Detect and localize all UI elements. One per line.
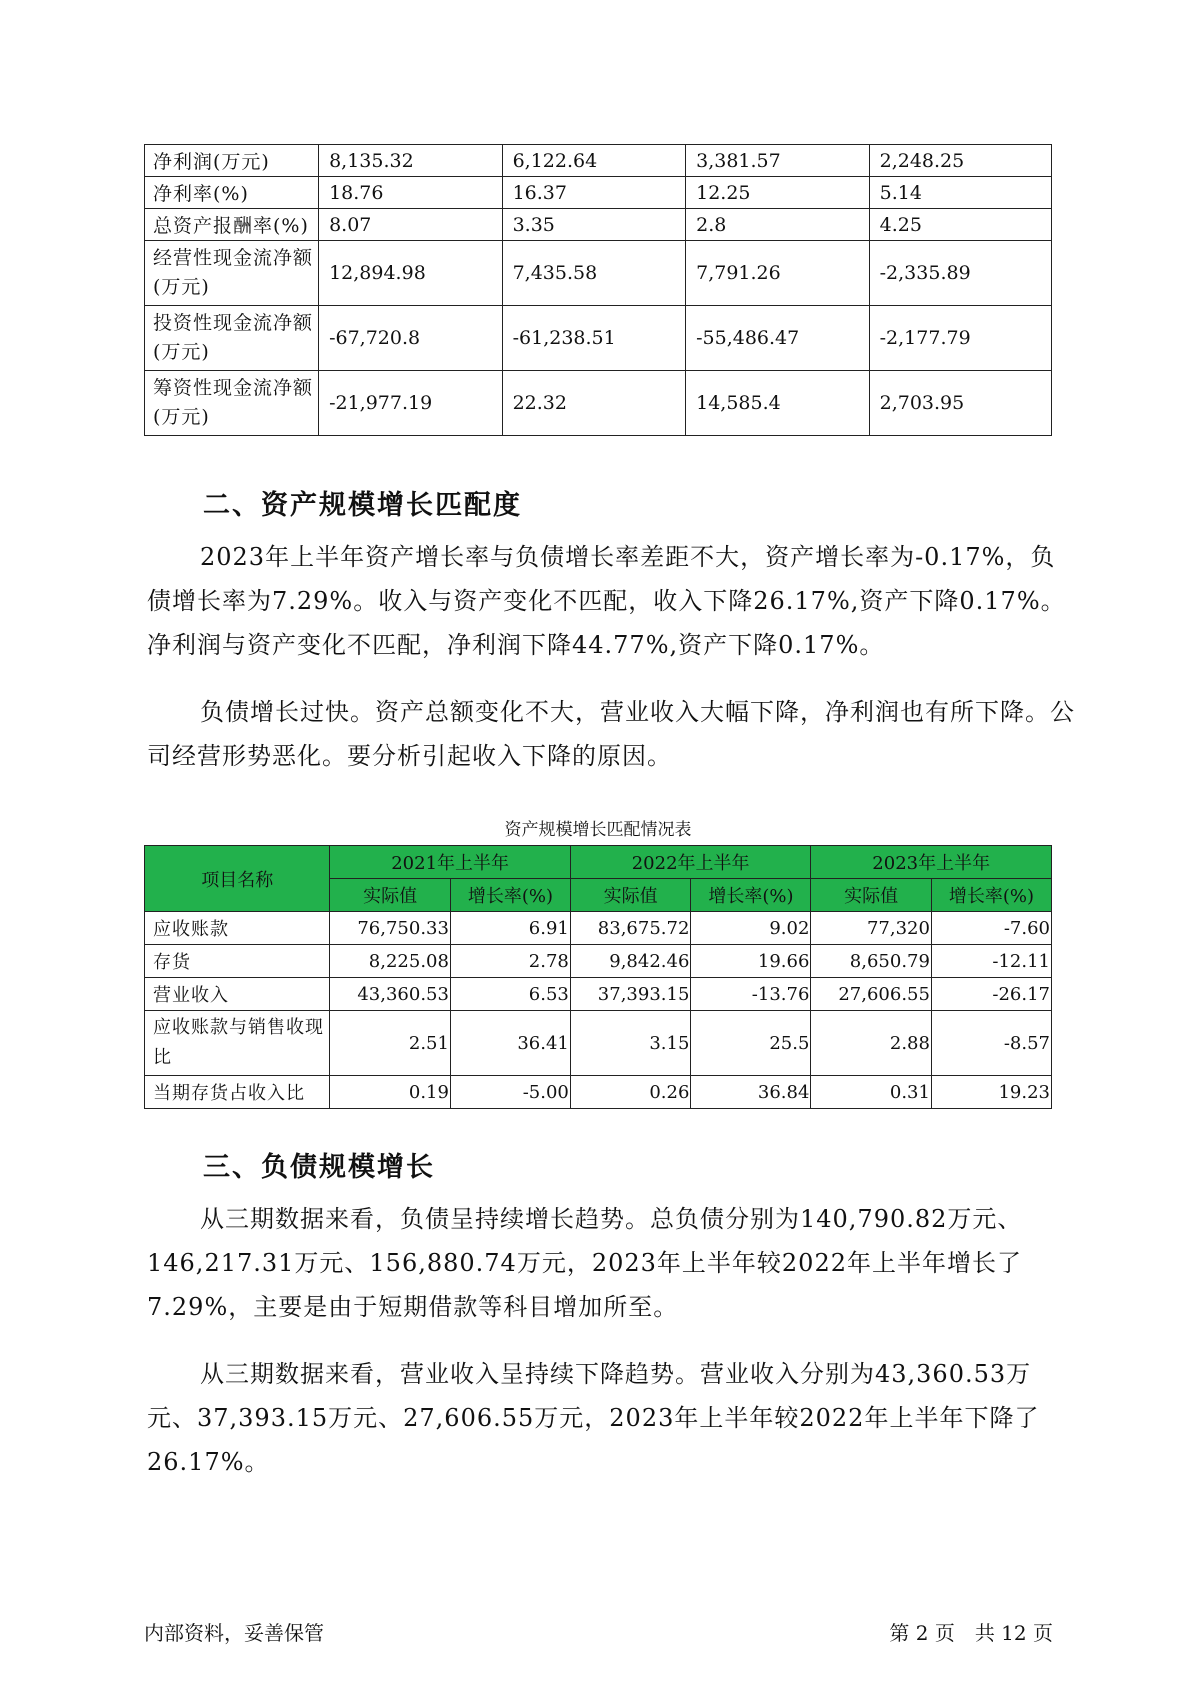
table-row	[145, 978, 1052, 1011]
cell-value: 0.19	[330, 1076, 451, 1109]
cell-value: -13.76	[691, 978, 811, 1011]
cell-value: 2,248.25	[869, 145, 1051, 177]
cell-value: 3.15	[570, 1011, 691, 1076]
cell-value: 22.32	[502, 371, 686, 436]
cell-value: 12.25	[686, 177, 870, 209]
body-paragraph: 2023年上半年资产增长率与负债增长率差距不大，资产增长率为-0.17%，负债增长率为7.29%。收入与资产变化不匹配，收入下降26.17%,资产下降0.17%。净利润与资产变化不匹配，净利润下降44.77%,资产下降0.17%。	[147, 543, 1066, 659]
cell-value: -12.11	[931, 945, 1051, 978]
cell-value: 76,750.33	[330, 912, 451, 945]
row-label: 筹资性现金流净额(万元)	[145, 371, 319, 436]
cell-value: 0.31	[811, 1076, 932, 1109]
cell-value: 12,894.98	[319, 241, 503, 306]
cell-value: 3,381.57	[686, 145, 870, 177]
cell-value: 2.51	[330, 1011, 451, 1076]
cell-value: -26.17	[931, 978, 1051, 1011]
table-row	[145, 1076, 1052, 1109]
body-paragraph: 负债增长过快。资产总额变化不大，营业收入大幅下降，净利润也有所下降。公司经营形势恶化。要分析引起收入下降的原因。	[147, 698, 1075, 770]
cell-value: 7,435.58	[502, 241, 686, 306]
cell-value: 0.26	[570, 1076, 691, 1109]
column-header-growth: 增长率(%)	[691, 879, 811, 912]
column-header-actual: 实际值	[811, 879, 932, 912]
cell-value: 25.5	[691, 1011, 811, 1076]
cell-value: 7,791.26	[686, 241, 870, 306]
cell-value: -2,177.79	[869, 306, 1051, 371]
cell-value: 37,393.15	[570, 978, 691, 1011]
column-header-growth: 增长率(%)	[931, 879, 1051, 912]
row-label: 存货	[145, 945, 330, 978]
table-row	[145, 912, 1052, 945]
cell-value: 27,606.55	[811, 978, 932, 1011]
row-label: 净利润(万元)	[145, 145, 319, 177]
cell-value: 77,320	[811, 912, 932, 945]
row-label: 净利率(%)	[145, 177, 319, 209]
table-row	[145, 945, 1052, 978]
cell-value: 36.84	[691, 1076, 811, 1109]
cell-value: 3.35	[502, 209, 686, 241]
cell-value: 2.8	[686, 209, 870, 241]
row-label: 经营性现金流净额(万元)	[145, 241, 319, 306]
cell-value: 5.14	[869, 177, 1051, 209]
cell-value: 2.88	[811, 1011, 932, 1076]
cell-value: -5.00	[450, 1076, 570, 1109]
table-row	[145, 371, 1052, 436]
table-row	[145, 145, 1052, 177]
cell-value: -2,335.89	[869, 241, 1051, 306]
column-header-period: 2022年上半年	[570, 846, 811, 879]
cell-value: 16.37	[502, 177, 686, 209]
cell-value: 36.41	[450, 1011, 570, 1076]
cell-value: 8,135.32	[319, 145, 503, 177]
cell-value: 8,225.08	[330, 945, 451, 978]
cell-value: 9.02	[691, 912, 811, 945]
table-header-row	[145, 846, 1052, 879]
body-paragraph: 从三期数据来看，营业收入呈持续下降趋势。营业收入分别为43,360.53万元、37,393.15万元、27,606.55万元，2023年上半年较2022年上半年下降了26.17%。	[147, 1360, 1040, 1476]
cell-value: 19.23	[931, 1076, 1051, 1109]
section-heading: 三、负债规模增长	[203, 1152, 435, 1183]
row-label: 营业收入	[145, 978, 330, 1011]
table-row	[145, 209, 1052, 241]
cell-value: -67,720.8	[319, 306, 503, 371]
column-header-actual: 实际值	[570, 879, 691, 912]
footer-note: 内部资料，妥善保管	[144, 1621, 324, 1645]
cell-value: 18.76	[319, 177, 503, 209]
cell-value: 19.66	[691, 945, 811, 978]
row-label: 总资产报酬率(%)	[145, 209, 319, 241]
column-header-period: 2021年上半年	[330, 846, 570, 879]
table-row	[145, 241, 1052, 306]
column-header-period: 2023年上半年	[811, 846, 1052, 879]
cell-value: -21,977.19	[319, 371, 503, 436]
cell-value: 6.53	[450, 978, 570, 1011]
body-paragraph: 从三期数据来看，负债呈持续增长趋势。总负债分别为140,790.82万元、146,217.31万元、156,880.74万元，2023年上半年较2022年上半年增长了7.29%，主要是由于短期借款等科目增加所至。	[147, 1205, 1023, 1321]
financial-indicator-table	[144, 144, 1052, 436]
cell-value: 9,842.46	[570, 945, 691, 978]
row-label: 应收账款与销售收现比	[145, 1011, 330, 1076]
cell-value: -8.57	[931, 1011, 1051, 1076]
asset-growth-table	[144, 845, 1052, 1109]
cell-value: -55,486.47	[686, 306, 870, 371]
cell-value: -61,238.51	[502, 306, 686, 371]
cell-value: 4.25	[869, 209, 1051, 241]
row-label: 当期存货占收入比	[145, 1076, 330, 1109]
cell-value: 2.78	[450, 945, 570, 978]
page-number: 第 2 页 共 12 页	[889, 1621, 1053, 1645]
column-header-growth: 增长率(%)	[450, 879, 570, 912]
cell-value: 83,675.72	[570, 912, 691, 945]
section-heading: 二、资产规模增长匹配度	[203, 490, 522, 521]
cell-value: 2,703.95	[869, 371, 1051, 436]
cell-value: 8,650.79	[811, 945, 932, 978]
cell-value: -7.60	[931, 912, 1051, 945]
row-label: 投资性现金流净额(万元)	[145, 306, 319, 371]
table-row	[145, 306, 1052, 371]
column-header-actual: 实际值	[330, 879, 451, 912]
cell-value: 8.07	[319, 209, 503, 241]
cell-value: 14,585.4	[686, 371, 870, 436]
cell-value: 43,360.53	[330, 978, 451, 1011]
column-header-item: 项目名称	[145, 846, 330, 912]
table-row	[145, 177, 1052, 209]
table-caption: 资产规模增长匹配情况表	[504, 820, 692, 840]
table-row	[145, 1011, 1052, 1076]
row-label: 应收账款	[145, 912, 330, 945]
cell-value: 6.91	[450, 912, 570, 945]
cell-value: 6,122.64	[502, 145, 686, 177]
